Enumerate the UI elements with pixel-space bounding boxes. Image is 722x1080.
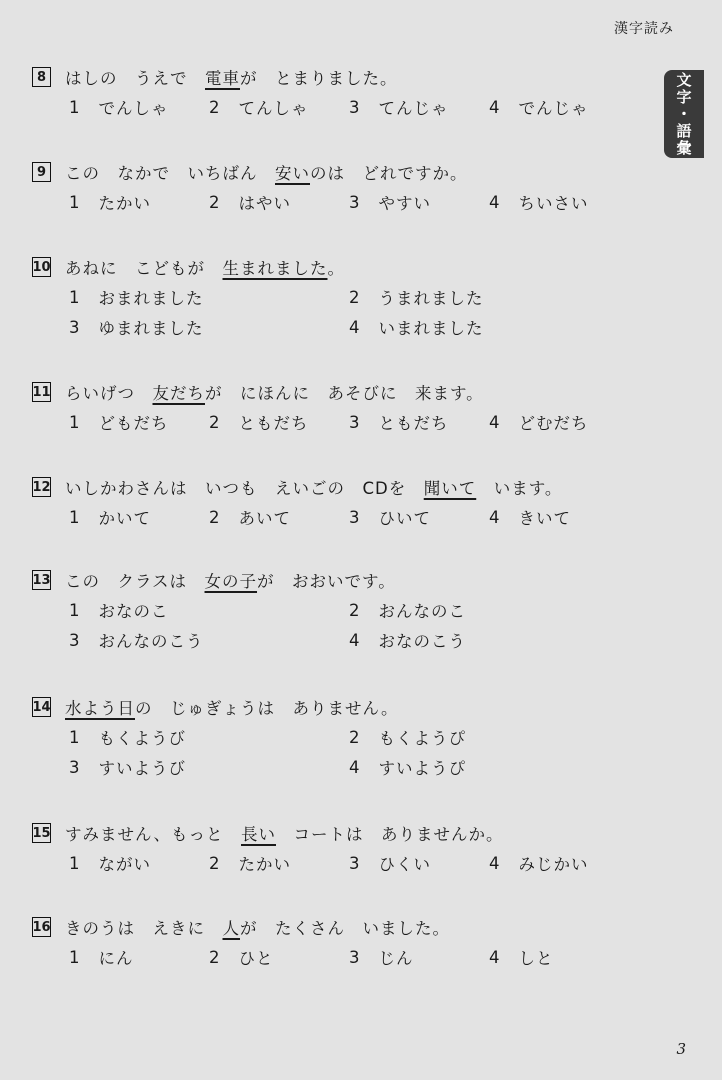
answer-options-row	[32, 502, 652, 532]
option-number: 3	[69, 630, 81, 650]
option-number: 4	[489, 192, 501, 212]
answer-option-4[interactable]	[489, 502, 571, 532]
option-text: きいて	[518, 509, 571, 528]
answer-option-3[interactable]	[349, 407, 449, 437]
sentence-text: の じゅぎょうは ありません。	[135, 699, 399, 718]
option-number: 2	[349, 287, 361, 307]
option-text: おなのこう	[378, 632, 466, 651]
answer-option-2[interactable]	[209, 187, 291, 217]
answer-options-row	[32, 595, 652, 625]
answer-option-4[interactable]	[489, 942, 554, 972]
answer-option-4[interactable]	[349, 312, 484, 342]
option-text: いまれました	[378, 319, 484, 338]
option-number: 3	[349, 97, 361, 117]
option-text: ともだち	[378, 414, 449, 433]
answer-options-row	[32, 92, 652, 122]
answer-option-1[interactable]	[69, 595, 169, 625]
option-text: はやい	[238, 194, 291, 213]
answer-option-1[interactable]	[69, 282, 204, 312]
option-number: 2	[209, 97, 221, 117]
option-text: ともだち	[238, 414, 309, 433]
option-text: ひと	[238, 949, 274, 968]
question-number: 13	[32, 570, 51, 590]
answer-option-4[interactable]	[489, 848, 589, 878]
option-number: 1	[69, 97, 81, 117]
answer-options-row	[32, 407, 652, 437]
option-number: 2	[209, 192, 221, 212]
option-number: 1	[69, 853, 81, 873]
option-text: もくようぴ	[378, 729, 466, 748]
question-8	[32, 62, 652, 122]
answer-option-2[interactable]	[209, 92, 309, 122]
option-number: 3	[349, 412, 361, 432]
sentence-text: のは どれですか。	[310, 164, 468, 183]
answer-option-3[interactable]	[69, 752, 186, 782]
option-number: 1	[69, 600, 81, 620]
option-number: 2	[209, 947, 221, 967]
option-number: 1	[69, 507, 81, 527]
underlined-target-word: 聞いて	[423, 479, 477, 498]
question-sentence	[32, 565, 652, 595]
answer-options-row	[32, 312, 652, 342]
option-text: かいて	[98, 509, 151, 528]
question-sentence	[32, 377, 652, 407]
option-number: 2	[349, 727, 361, 747]
answer-options-row	[32, 752, 652, 782]
question-number: 15	[32, 823, 51, 843]
option-text: もくようび	[98, 729, 186, 748]
answer-option-4[interactable]	[349, 752, 466, 782]
option-number: 4	[349, 317, 361, 337]
answer-options-row	[32, 282, 652, 312]
answer-option-4[interactable]	[489, 92, 589, 122]
option-text: てんじゃ	[378, 99, 449, 118]
underlined-target-word: 友だち	[152, 384, 205, 403]
option-number: 1	[69, 287, 81, 307]
answer-option-2[interactable]	[209, 942, 274, 972]
answer-option-2[interactable]	[209, 502, 291, 532]
sentence-text: が にほんに あそびに 来ます。	[205, 384, 484, 403]
question-13	[32, 565, 652, 655]
section-header: 漢字読み	[614, 21, 674, 37]
option-text: ゆまれました	[98, 319, 204, 338]
answer-option-2[interactable]	[349, 282, 484, 312]
answer-option-2[interactable]	[349, 722, 466, 752]
sentence-text: きのうは えきに	[65, 919, 223, 938]
option-text: でんじゃ	[518, 99, 589, 118]
underlined-target-word: 生まれました	[222, 259, 328, 278]
sentence-text: あねに こどもが	[65, 259, 223, 278]
option-number: 3	[69, 757, 81, 777]
underlined-target-word: 長い	[241, 825, 276, 844]
question-16	[32, 912, 652, 972]
underlined-target-word: 水よう日	[65, 699, 135, 718]
option-number: 2	[209, 412, 221, 432]
question-14	[32, 692, 652, 782]
answer-options-row	[32, 722, 652, 752]
answer-option-1[interactable]	[69, 92, 169, 122]
option-text: たかい	[98, 194, 151, 213]
answer-option-1[interactable]	[69, 187, 151, 217]
option-number: 4	[489, 412, 501, 432]
answer-option-3[interactable]	[69, 625, 204, 655]
option-number: 2	[209, 507, 221, 527]
page-number: 3	[676, 1040, 686, 1058]
option-text: すいようび	[98, 759, 186, 778]
sentence-text: すみません、もっと	[65, 825, 241, 844]
question-sentence	[32, 252, 652, 282]
option-text: おまれました	[98, 289, 204, 308]
question-12	[32, 472, 652, 532]
option-text: おんなのこう	[98, 632, 204, 651]
question-number: 9	[32, 162, 51, 182]
answer-option-1[interactable]	[69, 407, 169, 437]
option-text: ちいさい	[518, 194, 589, 213]
answer-option-3[interactable]	[69, 312, 204, 342]
question-number: 11	[32, 382, 51, 402]
sentence-text: この クラスは	[65, 572, 205, 591]
sentence-text: いしかわさんは いつも えいごの CDを	[65, 479, 424, 498]
answer-option-1[interactable]	[69, 848, 151, 878]
sentence-text: コートは ありませんか。	[276, 825, 504, 844]
underlined-target-word: 女の子	[204, 572, 258, 591]
option-number: 1	[69, 727, 81, 747]
answer-option-2[interactable]	[349, 595, 466, 625]
question-sentence	[32, 62, 652, 92]
sentence-text: この なかで いちばん	[65, 164, 275, 183]
question-number: 8	[32, 67, 51, 87]
option-number: 3	[349, 947, 361, 967]
answer-options-row	[32, 942, 652, 972]
question-number: 16	[32, 917, 51, 937]
question-15	[32, 818, 652, 878]
option-text: ひいて	[378, 509, 431, 528]
answer-option-2[interactable]	[209, 848, 291, 878]
option-number: 4	[489, 853, 501, 873]
option-number: 3	[69, 317, 81, 337]
option-number: 4	[489, 97, 501, 117]
option-text: やすい	[378, 194, 431, 213]
answer-option-4[interactable]	[489, 407, 589, 437]
answer-option-3[interactable]	[349, 848, 431, 878]
option-text: ながい	[98, 855, 151, 874]
answer-option-1[interactable]	[69, 502, 151, 532]
sentence-text: らいげつ	[65, 384, 153, 403]
answer-option-3[interactable]	[349, 92, 449, 122]
option-text: あいて	[238, 509, 291, 528]
sentence-text: はしの うえで	[65, 69, 205, 88]
option-text: どむだち	[518, 414, 589, 433]
question-sentence	[32, 472, 652, 502]
option-text: どもだち	[98, 414, 169, 433]
option-number: 4	[489, 947, 501, 967]
option-number: 3	[349, 853, 361, 873]
underlined-target-word: 人	[222, 919, 240, 938]
option-text: ひくい	[378, 855, 431, 874]
answer-option-2[interactable]	[209, 407, 309, 437]
option-number: 3	[349, 192, 361, 212]
answer-option-1[interactable]	[69, 942, 134, 972]
question-number: 14	[32, 697, 51, 717]
sentence-text: が たくさん いました。	[240, 919, 450, 938]
option-number: 1	[69, 192, 81, 212]
option-number: 4	[489, 507, 501, 527]
option-number: 2	[209, 853, 221, 873]
option-text: すいようぴ	[378, 759, 466, 778]
side-tab-label: 文字・語彙	[664, 70, 704, 158]
sentence-text: が とまりました。	[240, 69, 398, 88]
sentence-text: が おおいです。	[257, 572, 396, 591]
answer-option-1[interactable]	[69, 722, 186, 752]
question-sentence	[32, 912, 652, 942]
question-sentence	[32, 157, 652, 187]
question-number: 10	[32, 257, 51, 277]
answer-option-3[interactable]	[349, 942, 414, 972]
question-11	[32, 377, 652, 437]
option-text: にん	[98, 949, 134, 968]
answer-option-4[interactable]	[489, 187, 589, 217]
option-text: みじかい	[518, 855, 589, 874]
question-sentence	[32, 692, 652, 722]
option-number: 1	[69, 947, 81, 967]
option-text: しと	[518, 949, 554, 968]
option-text: うまれました	[378, 289, 484, 308]
option-text: おんなのこ	[378, 602, 466, 621]
question-number: 12	[32, 477, 51, 497]
answer-option-3[interactable]	[349, 502, 431, 532]
option-text: てんしゃ	[238, 99, 309, 118]
answer-option-3[interactable]	[349, 187, 431, 217]
option-text: でんしゃ	[98, 99, 169, 118]
question-10	[32, 252, 652, 342]
underlined-target-word: 電車	[205, 69, 240, 88]
question-9	[32, 157, 652, 217]
option-number: 2	[349, 600, 361, 620]
option-number: 3	[349, 507, 361, 527]
option-text: たかい	[238, 855, 291, 874]
answer-option-4[interactable]	[349, 625, 466, 655]
underlined-target-word: 安い	[275, 164, 310, 183]
option-number: 4	[349, 757, 361, 777]
option-number: 4	[349, 630, 361, 650]
option-text: おなのこ	[98, 602, 169, 621]
answer-options-row	[32, 848, 652, 878]
sentence-text: います。	[476, 479, 563, 498]
sentence-text: 。	[327, 259, 345, 278]
answer-options-row	[32, 187, 652, 217]
question-sentence	[32, 818, 652, 848]
answer-options-row	[32, 625, 652, 655]
option-text: じん	[378, 949, 414, 968]
option-number: 1	[69, 412, 81, 432]
